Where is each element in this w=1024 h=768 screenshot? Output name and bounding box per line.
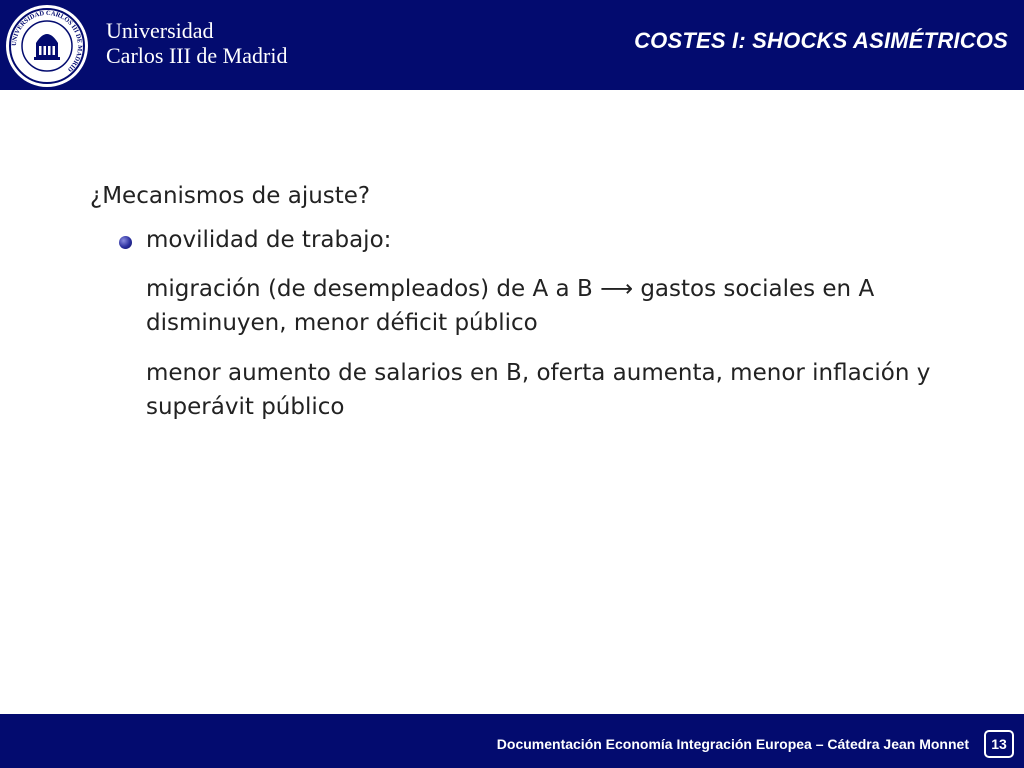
- paragraph-line: disminuyen, menor déficit público: [146, 310, 538, 336]
- university-name-line2: Carlos III de Madrid: [106, 43, 288, 68]
- paragraph-line: superávit público: [146, 394, 345, 420]
- bullet-icon: [119, 236, 132, 249]
- bullet-text: movilidad de trabajo:: [146, 227, 392, 253]
- paragraph-wages: [146, 356, 946, 424]
- paragraph-line: menor aumento de salarios en B, oferta aumenta, menor inflación y: [146, 360, 931, 386]
- slide-footer: [0, 714, 1024, 768]
- paragraph-migration: [146, 272, 946, 340]
- paragraph-line: migración (de desempleados) de A a B ⟶ gastos sociales en A: [146, 276, 875, 302]
- page-number: 13: [984, 730, 1014, 758]
- footer-text: Documentación Economía Integración Europea – Cátedra Jean Monnet: [496, 736, 969, 752]
- university-name-line1: Universidad: [106, 18, 214, 43]
- logo-ring-text: UNIVERSIDAD CARLOS III DE MADRID: [10, 9, 84, 73]
- question-heading: ¿Mecanismos de ajuste?: [90, 183, 371, 209]
- slide-title: COSTES I: SHOCKS ASIMÉTRICOS: [634, 28, 1008, 53]
